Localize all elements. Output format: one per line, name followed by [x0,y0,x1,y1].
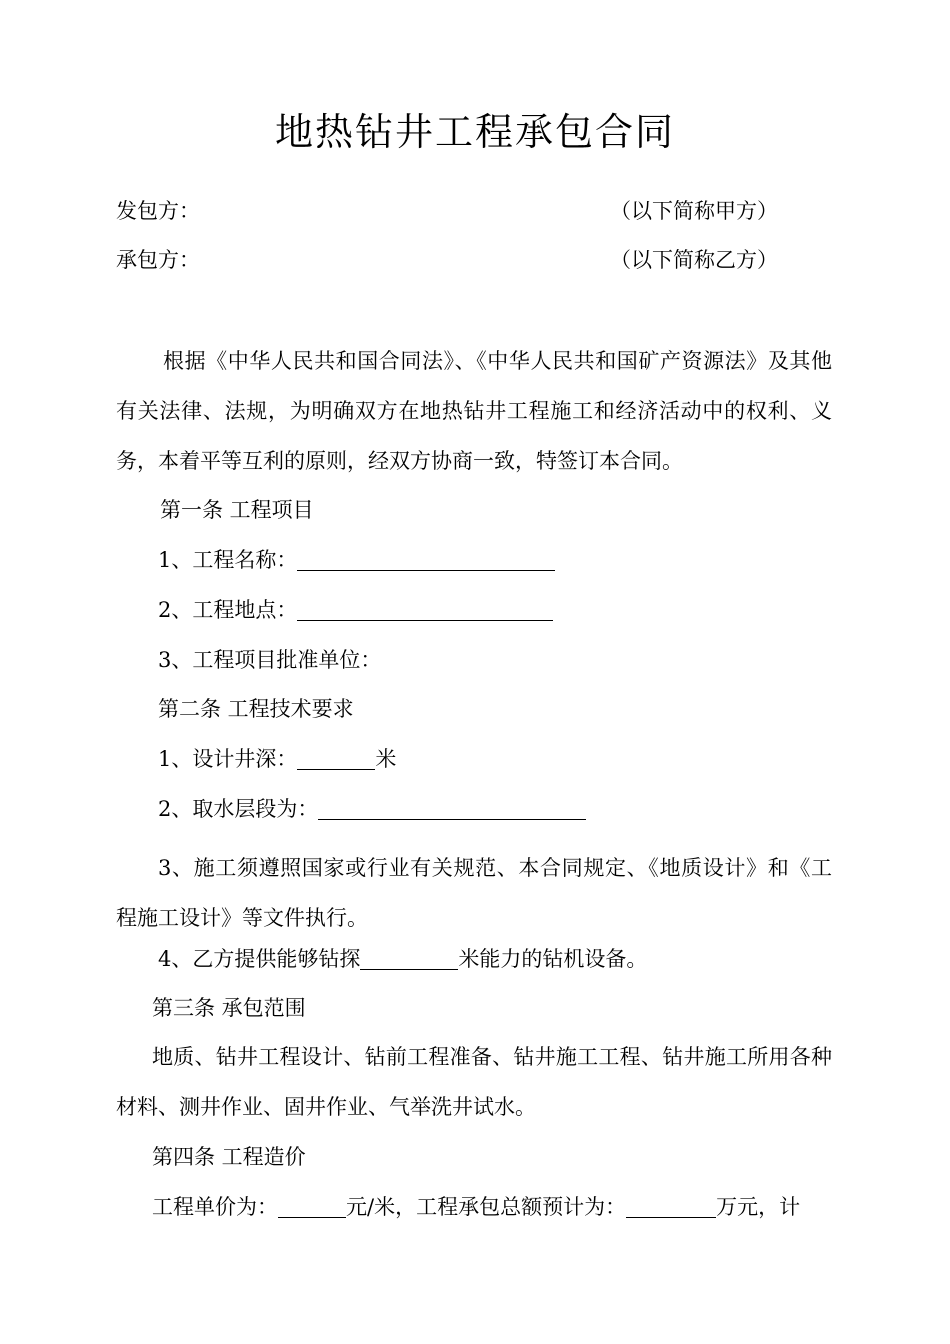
document-title: 地热钻井工程承包合同 [274,110,675,154]
article4-heading: 第四条 工程造价 [152,1145,306,1169]
contractor-note: （以下简称乙方） [610,248,778,272]
unit-price-label: 工程单价为： [152,1195,278,1219]
water-layer-blank[interactable] [318,797,586,820]
water-layer-label: 2、取水层段为： [158,797,319,821]
article1-heading: 第一条 工程项目 [160,498,314,522]
total-amount-blank[interactable] [626,1195,716,1218]
article2-heading: 第二条 工程技术要求 [158,697,354,721]
article2-item3: 3、施工须遵照国家或行业有关规范、本合同规定、《地质设计》和《工程施工设计》等文件执行。 [116,856,832,930]
article3-body: 地质、钻井工程设计、钻前工程准备、钻井施工工程、钻井施工所用各种材料、测井作业、固井作业、气举洗井试水。 [116,1045,832,1119]
article1-item1 [158,545,555,575]
article1-item2 [158,595,553,625]
article2-item4 [158,944,647,974]
project-name-label: 1、工程名称： [158,548,298,572]
owner-label: 发包方： [116,199,200,223]
total-amount-label: 元/米，工程承包总额预计为： [346,1195,627,1219]
unit-price-blank[interactable] [278,1195,346,1218]
project-name-blank[interactable] [297,548,555,571]
preamble-paragraph: 根据《中华人民共和国合同法》、《中华人民共和国矿产资源法》及其他有关法律、法规，为明确双方在地热钻井工程施工和经济活动中的权利、义务，本着平等互利的原则，经双方协商一致，特签订本合同。 [116,349,832,473]
article4-body [152,1192,800,1222]
well-depth-unit: 米 [375,747,397,771]
contractor-label: 承包方： [116,248,200,272]
project-location-label: 2、工程地点： [158,598,298,622]
article1-item3: 3、工程项目批准单位： [158,648,382,672]
owner-note: （以下简称甲方） [610,199,778,223]
well-depth-blank[interactable] [297,747,375,770]
well-depth-label: 1、设计井深： [158,747,298,771]
article2-item2 [158,794,586,824]
drill-capacity-suffix: 米能力的钻机设备。 [458,947,648,971]
drill-capacity-blank[interactable] [360,947,458,970]
total-amount-suffix: 万元，计 [716,1195,801,1219]
drill-capacity-label: 4、乙方提供能够钻探 [158,947,361,971]
project-location-blank[interactable] [297,598,553,621]
article2-item1 [158,744,396,774]
article3-heading: 第三条 承包范围 [152,996,306,1020]
